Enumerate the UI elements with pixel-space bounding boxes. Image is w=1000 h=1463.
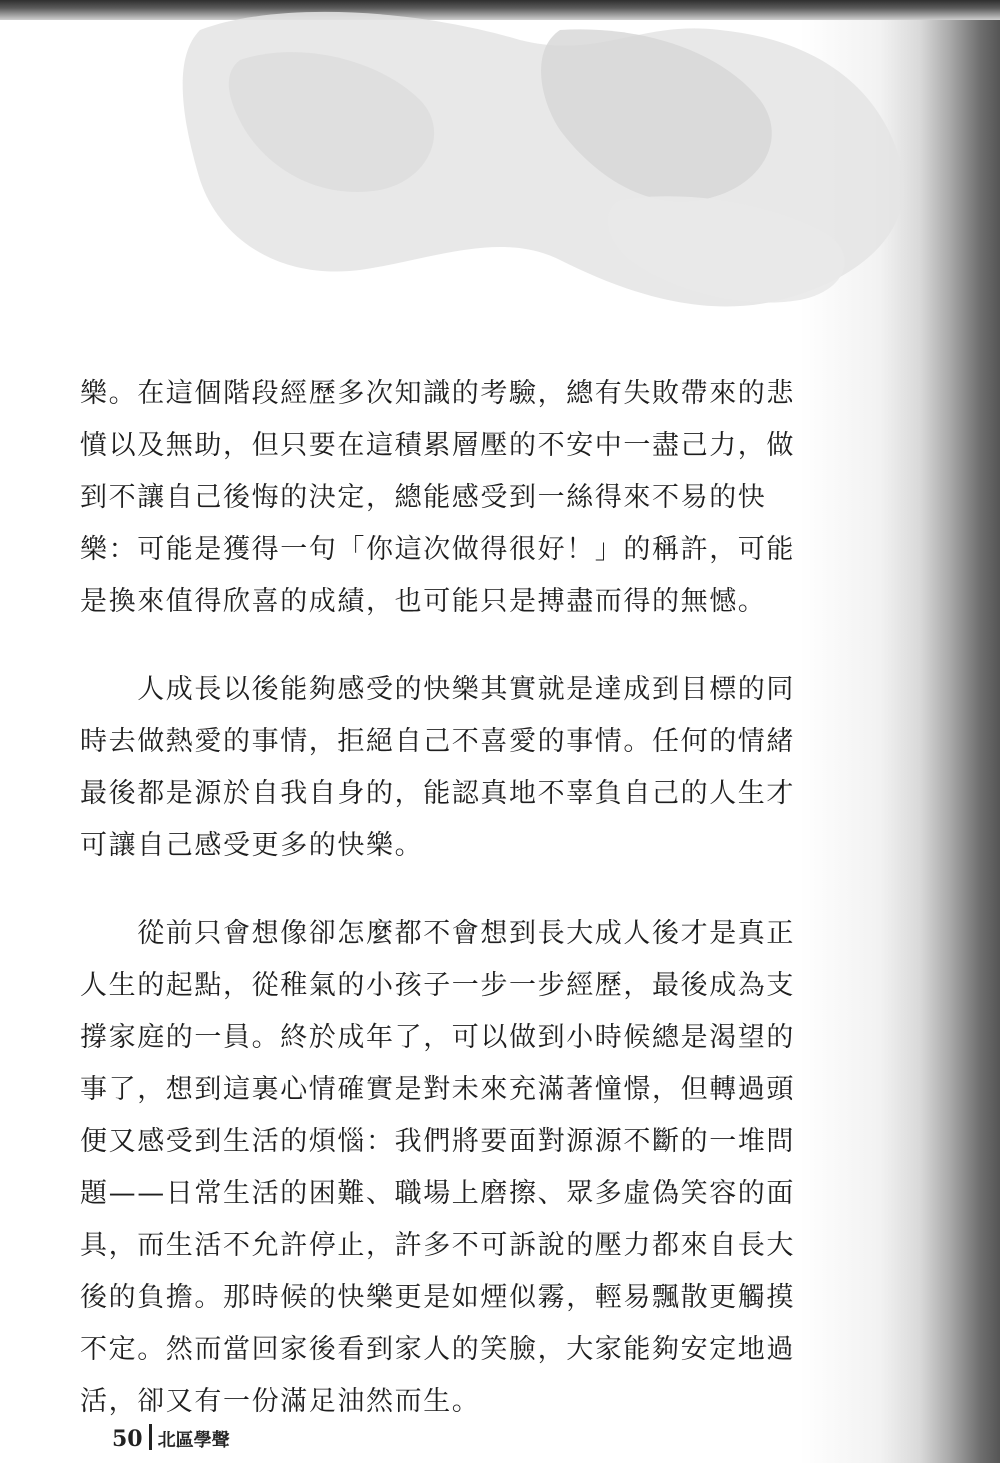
text-line: 事了，想到這裏心情確實是對未來充滿著憧憬，但轉過頭 (80, 1074, 795, 1105)
paragraph-1 (80, 368, 870, 628)
footer-divider (149, 1424, 152, 1450)
page-footer (112, 1420, 230, 1452)
text-line: 憤以及無助，但只要在這積累層壓的不安中一盡己力，做 (80, 430, 795, 461)
text-line: 到不讓自己後悔的決定，總能感受到一絲得來不易的快 (80, 482, 767, 513)
text-line: 時去做熱愛的事情，拒絕自己不喜愛的事情。任何的情緒 (80, 726, 795, 757)
publication-name: 北區學聲 (157, 1430, 230, 1451)
text-line: 題——日常生活的困難、職場上磨擦、眾多虛偽笑容的面 (80, 1178, 795, 1209)
watercolor-background-art (0, 0, 1000, 380)
paragraph-3 (80, 908, 870, 1428)
text-line: 具，而生活不允許停止，許多不可訴說的壓力都來自長大 (80, 1230, 795, 1261)
text-line: 人成長以後能夠感受的快樂其實就是達成到目標的同 (80, 674, 795, 705)
text-line: 撐家庭的一員。終於成年了，可以做到小時候總是渴望的 (80, 1022, 795, 1053)
text-line: 便又感受到生活的煩惱：我們將要面對源源不斷的一堆問 (80, 1126, 795, 1157)
text-line: 從前只會想像卻怎麼都不會想到長大成人後才是真正 (80, 918, 795, 949)
text-line: 樂。在這個階段經歷多次知識的考驗，總有失敗帶來的悲 (80, 378, 795, 409)
body-text (80, 368, 870, 1463)
text-line: 最後都是源於自我自身的，能認真地不辜負自己的人生才 (80, 778, 795, 809)
paragraph-2 (80, 664, 870, 872)
page-number: 50 (112, 1426, 143, 1452)
text-line: 不定。然而當回家後看到家人的笑臉，大家能夠安定地過 (80, 1334, 795, 1365)
text-line: 人生的起點，從稚氣的小孩子一步一步經歷，最後成為支 (80, 970, 795, 1001)
text-line: 樂：可能是獲得一句「你這次做得很好！」的稱許，可能 (80, 534, 795, 565)
text-line: 後的負擔。那時候的快樂更是如煙似霧，輕易飄散更觸摸 (80, 1282, 795, 1313)
text-line: 可讓自己感受更多的快樂。 (80, 830, 424, 861)
text-line: 是換來值得欣喜的成績，也可能只是搏盡而得的無憾。 (80, 586, 767, 617)
text-line: 活，卻又有一份滿足油然而生。 (80, 1386, 481, 1417)
